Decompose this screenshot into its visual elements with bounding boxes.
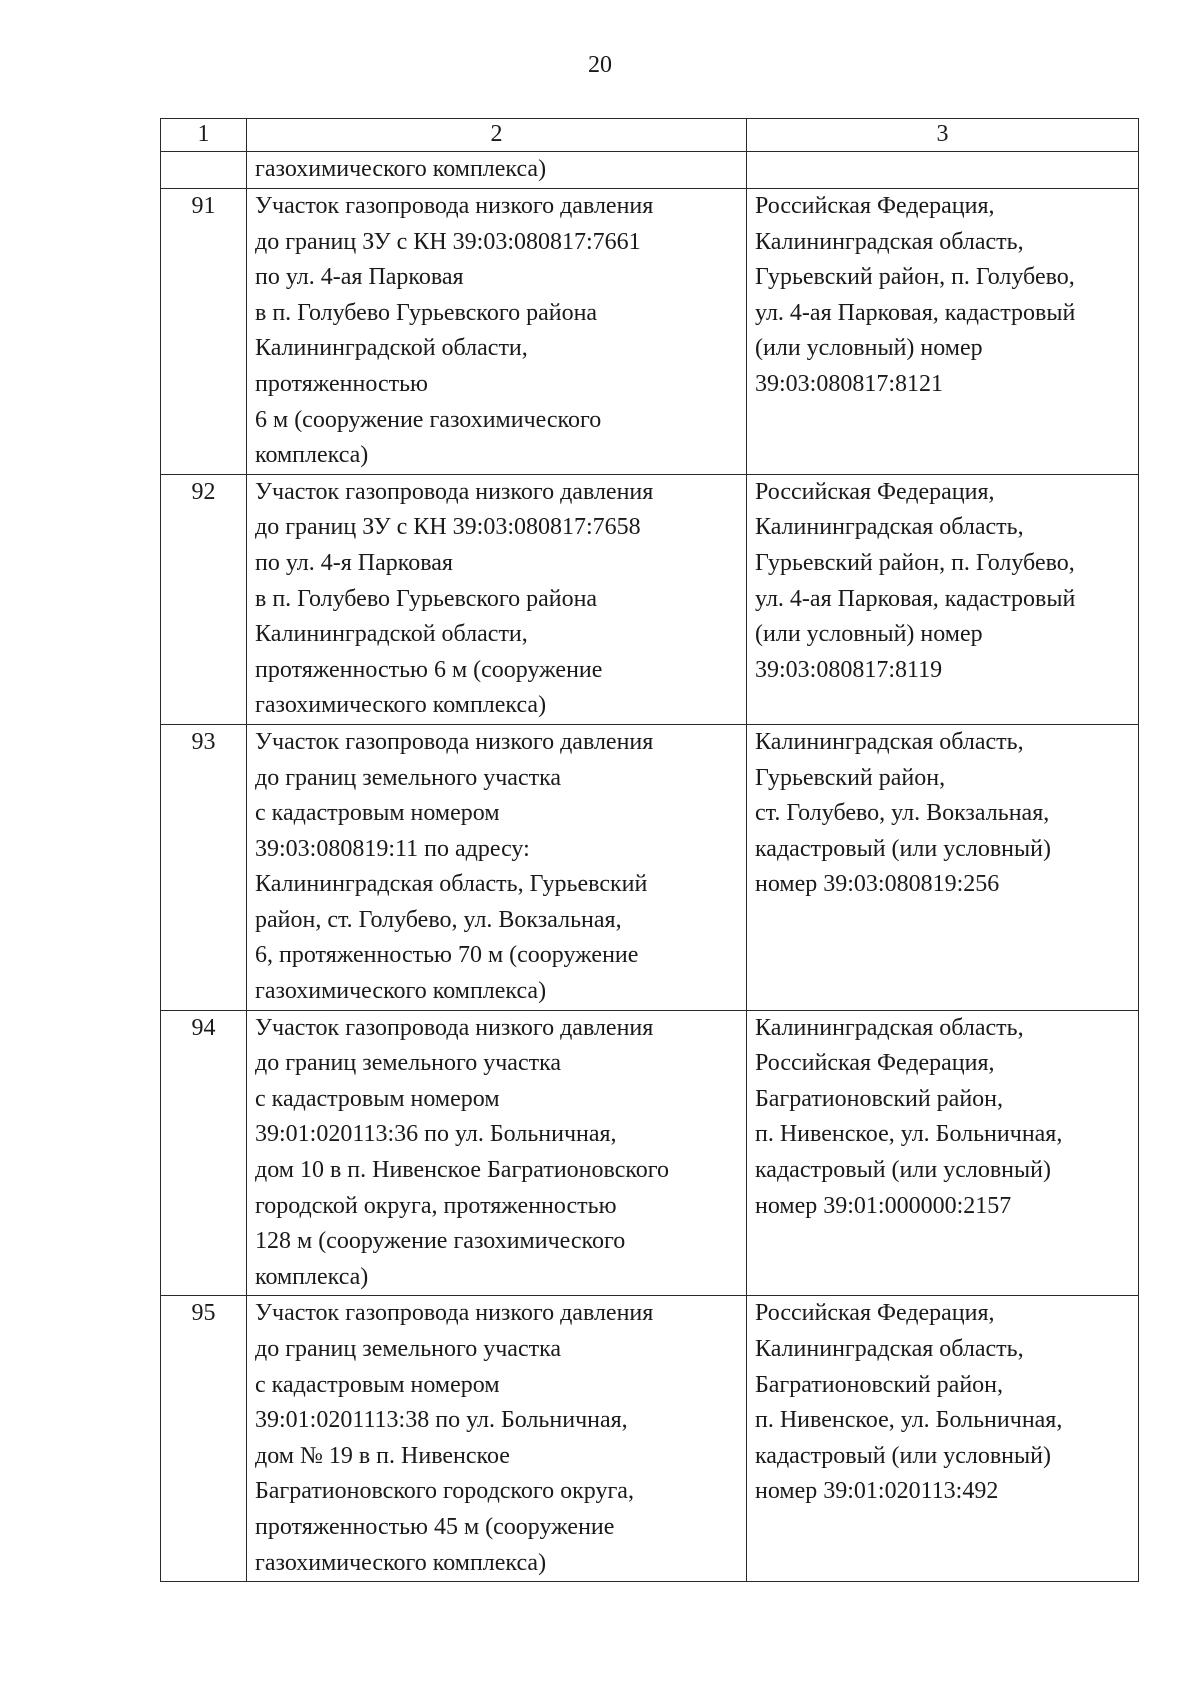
continuation-description: газохимического комплекса) (247, 152, 747, 189)
table-row (161, 474, 1139, 724)
row-address: Калининградская область, Гурьевский район, ст. Голубево, ул. Вокзальная, кадастровый (или условный) номер 39:03:080819:256 (747, 724, 1139, 1010)
table-row (161, 1010, 1139, 1296)
row-address: Калининградская область, Российская Федерация, Багратионовский район, п. Нивенское, ул. Больничная, кадастровый (или условный) номер 39:01:000000:2157 (747, 1010, 1139, 1296)
table-row (161, 1296, 1139, 1582)
table-header-row (161, 119, 1139, 152)
continuation-row (161, 152, 1139, 189)
table-row (161, 724, 1139, 1010)
row-number: 92 (161, 474, 247, 724)
row-description: Участок газопровода низкого давления до границ ЗУ с КН 39:03:080817:7658 по ул. 4-я Парковая в п. Голубево Гурьевского района Калининградской области, протяженностью 6 м (сооружение газохимического комплекса) (247, 474, 747, 724)
row-description: Участок газопровода низкого давления до границ земельного участка с кадастровым номером 39:03:080819:11 по адресу: Калининградская область, Гурьевский район, ст. Голубево, ул. Вокзальная, 6, протяженностью 70 м (сооружение газохимического комплекса) (247, 724, 747, 1010)
row-number: 94 (161, 1010, 247, 1296)
table-row (161, 189, 1139, 475)
row-description: Участок газопровода низкого давления до границ земельного участка с кадастровым номером 39:01:020113:36 по ул. Больничная, дом 10 в п. Нивенское Багратионовского городской округа, протяженностью 128 м (сооружение газохимического комплекса) (247, 1010, 747, 1296)
row-address: Российская Федерация, Калининградская область, Багратионовский район, п. Нивенское, ул. Больничная, кадастровый (или условный) номер 39:01:020113:492 (747, 1296, 1139, 1582)
row-number: 91 (161, 189, 247, 475)
row-number: 95 (161, 1296, 247, 1582)
row-description: Участок газопровода низкого давления до границ ЗУ с КН 39:03:080817:7661 по ул. 4-ая Парковая в п. Голубево Гурьевского района Калининградской области, протяженностью 6 м (сооружение газохимического комплекса) (247, 189, 747, 475)
row-description: Участок газопровода низкого давления до границ земельного участка с кадастровым номером 39:01:0201113:38 по ул. Больничная, дом № 19 в п. Нивенское Багратионовского городского округа, протяженностью 45 м (сооружение газохимического комплекса) (247, 1296, 747, 1582)
row-number: 93 (161, 724, 247, 1010)
row-address: Российская Федерация, Калининградская область, Гурьевский район, п. Голубево, ул. 4-ая Парковая, кадастровый (или условный) номер 39:03:080817:8121 (747, 189, 1139, 475)
continuation-num (161, 152, 247, 189)
registry-table (160, 118, 1139, 1582)
continuation-address (747, 152, 1139, 189)
header-col-3: 3 (747, 119, 1139, 152)
header-col-1: 1 (161, 119, 247, 152)
header-col-2: 2 (247, 119, 747, 152)
row-address: Российская Федерация, Калининградская область, Гурьевский район, п. Голубево, ул. 4-ая Парковая, кадастровый (или условный) номер 39:03:080817:8119 (747, 474, 1139, 724)
page-number: 20 (588, 52, 612, 78)
